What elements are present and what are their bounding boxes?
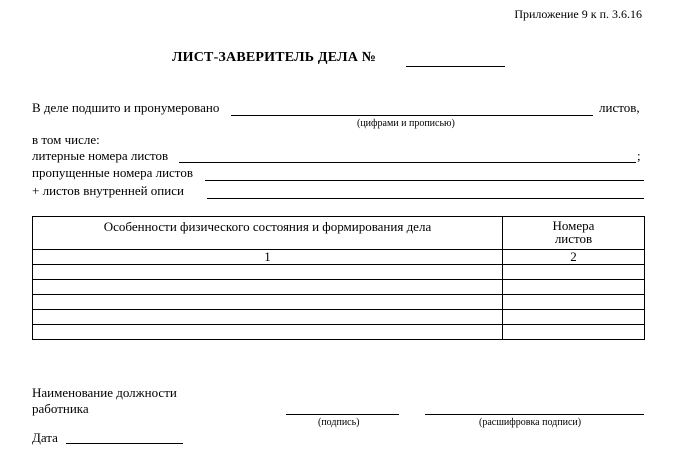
table-number-row	[33, 250, 645, 265]
table-cell	[503, 295, 645, 310]
position-label-line1: Наименование должности	[32, 385, 177, 400]
condition-table	[32, 216, 645, 340]
digits-hint: (цифрами и прописью)	[357, 118, 455, 129]
table-row	[33, 295, 645, 310]
table-header-sheet-numbers-line1: Номера	[552, 218, 595, 233]
table-cell	[503, 280, 645, 295]
date-label: Дата	[32, 430, 58, 445]
letter-numbers-end: ;	[637, 148, 641, 163]
signature-hint: (подпись)	[318, 417, 360, 428]
table-cell	[503, 265, 645, 280]
document-title: ЛИСТ-ЗАВЕРИТЕЛЬ ДЕЛА №	[172, 50, 377, 65]
missing-numbers-label: пропущенные номера листов	[32, 165, 193, 180]
table-header-row	[33, 217, 645, 250]
table-row	[33, 280, 645, 295]
internal-inventory-blank	[207, 198, 644, 199]
table-cell	[503, 310, 645, 325]
decoding-blank	[425, 414, 644, 415]
case-number-blank	[406, 66, 505, 67]
table-cell	[33, 325, 503, 340]
table-row	[33, 325, 645, 340]
table-col2-number: 2	[503, 250, 645, 265]
including-label: в том числе:	[32, 132, 100, 147]
date-blank	[66, 443, 183, 444]
filed-count-blank	[231, 115, 593, 116]
signature-blank	[286, 414, 399, 415]
table-cell	[33, 280, 503, 295]
table-cell	[33, 295, 503, 310]
position-label-line2: работника	[32, 401, 89, 416]
table-header-sheet-numbers	[503, 217, 645, 250]
table-row	[33, 265, 645, 280]
table-col1-number: 1	[33, 250, 503, 265]
decoding-hint: (расшифровка подписи)	[479, 417, 582, 428]
appendix-reference: Приложение 9 к п. 3.6.16	[514, 7, 642, 21]
table-cell	[503, 325, 645, 340]
table-header-features: Особенности физического состояния и формирования дела	[33, 217, 503, 250]
letter-numbers-label: литерные номера листов	[32, 148, 169, 163]
table-header-sheet-numbers-line2: листов	[554, 231, 593, 246]
sheets-word: листов,	[599, 100, 640, 115]
internal-inventory-label: + листов внутренней описи	[32, 183, 184, 198]
table-cell	[33, 310, 503, 325]
filed-label: В деле подшито и пронумеровано	[32, 100, 220, 115]
table-cell	[33, 265, 503, 280]
missing-numbers-blank	[205, 180, 644, 181]
letter-numbers-blank	[179, 162, 636, 163]
table-row	[33, 310, 645, 325]
